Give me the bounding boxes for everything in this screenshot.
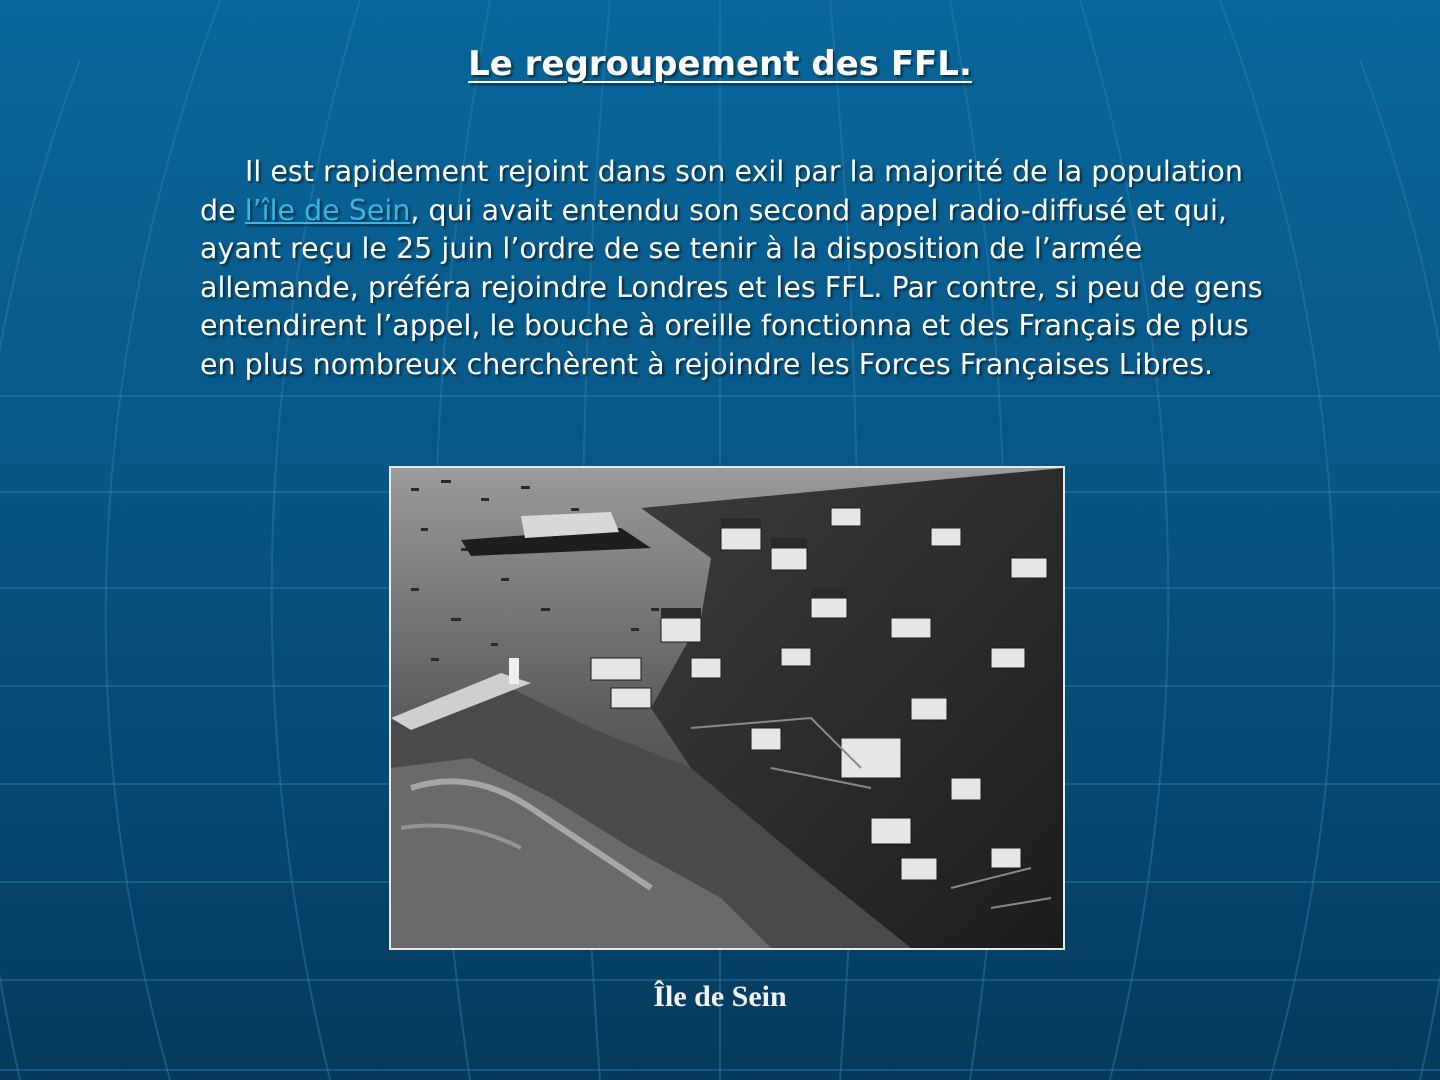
body-paragraph [200, 153, 1275, 385]
photo-caption: Île de Sein [653, 980, 787, 1013]
slide-title: Le regroupement des FFL. [468, 44, 972, 84]
ile-de-sein-link[interactable]: l’île de Sein [244, 193, 411, 227]
paragraph-text-start: Il est rapidement rejoint dans son exil par la majorité de la population de [200, 155, 1243, 227]
aerial-village-photo-illustration [391, 468, 1063, 948]
paragraph-text-end: , qui avait entendu son second appel radio-diffusé et qui, ayant reçu le 25 juin l’ordre de se tenir à la disposition de l’armée allemande, préféra rejoindre Londres et les FFL. Par contre, si peu de gens entendirent l’appel, le bouche à oreille fonctionna et des Français de plus en plus nombreux cherchèrent à rejoindre les Forces Françaises Libres. [200, 193, 1263, 381]
ile-de-sein-photo [389, 466, 1065, 950]
